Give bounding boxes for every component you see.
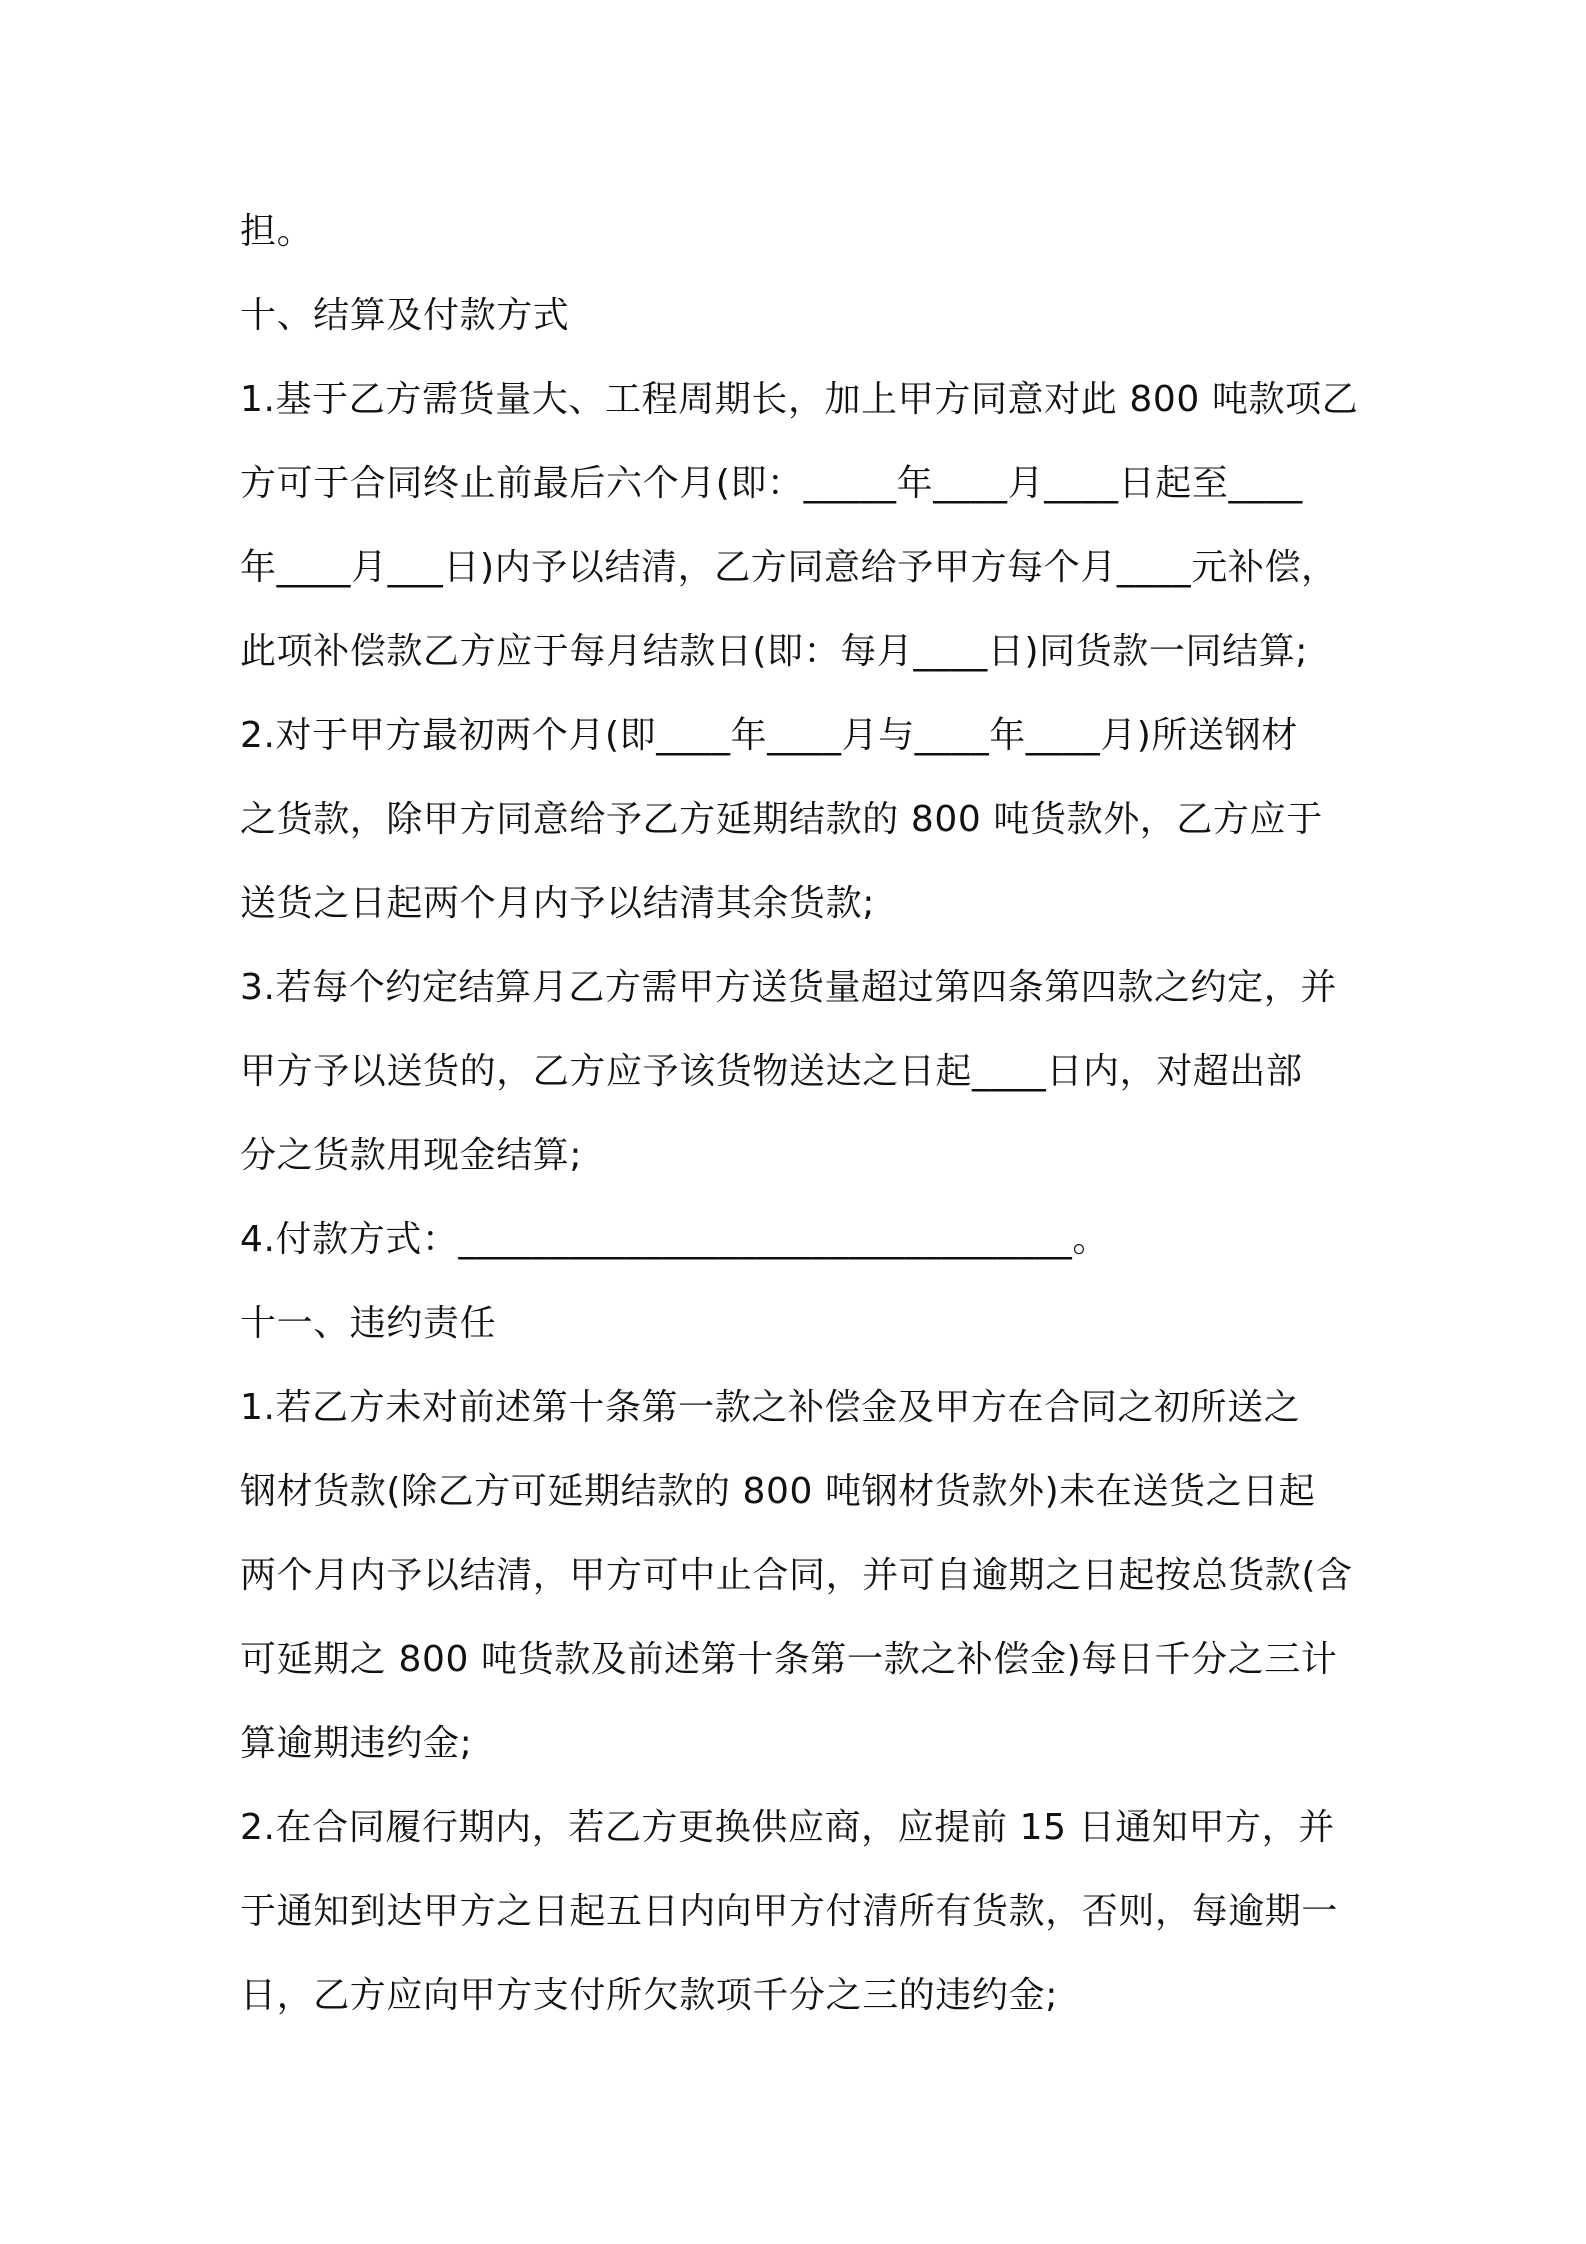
text-line-22: 日，乙方应向甲方支付所欠款项千分之三的违约金; — [240, 1975, 1058, 2016]
text-line-19: 算逾期违约金; — [240, 1723, 473, 1764]
text-line-3: 1.基于乙方需货量大、工程周期长，加上甲方同意对此 800 吨款项乙 — [240, 379, 1359, 420]
text-line-13: 4.付款方式：_________________________________。 — [240, 1219, 1109, 1260]
text-line-1: 担。 — [240, 211, 314, 252]
document-page — [240, 190, 1360, 2038]
text-line-10: 3.若每个约定结算月乙方需甲方送货量超过第四条第四款之约定，并 — [240, 967, 1337, 1008]
section-heading-10: 十、结算及付款方式 — [240, 295, 570, 336]
text-line-17: 两个月内予以结清，甲方可中止合同，并可自逾期之日起按总货款(含 — [240, 1555, 1353, 1596]
section-heading-11: 十一、违约责任 — [240, 1303, 497, 1344]
text-line-18: 可延期之 800 吨货款及前述第十条第一款之补偿金)每日千分之三计 — [240, 1639, 1338, 1680]
text-line-21: 于通知到达甲方之日起五日内向甲方付清所有货款，否则，每逾期一 — [240, 1891, 1339, 1932]
text-line-7: 2.对于甲方最初两个月(即____年____月与____年____月)所送钢材 — [240, 715, 1298, 756]
text-line-5: 年____月___日)内予以结清，乙方同意给予甲方每个月____元补偿， — [240, 547, 1338, 588]
text-line-9: 送货之日起两个月内予以结清其余货款; — [240, 883, 875, 924]
text-line-16: 钢材货款(除乙方可延期结款的 800 吨钢材货款外)未在送货之日起 — [240, 1471, 1316, 1512]
text-line-12: 分之货款用现金结算; — [240, 1135, 583, 1176]
text-line-8: 之货款，除甲方同意给予乙方延期结款的 800 吨货款外，乙方应于 — [240, 799, 1323, 840]
text-line-15: 1.若乙方未对前述第十条第一款之补偿金及甲方在合同之初所送之 — [240, 1387, 1301, 1428]
text-line-4: 方可于合同终止前最后六个月(即：_____年____月____日起至____ — [240, 463, 1303, 504]
text-line-20: 2.在合同履行期内，若乙方更换供应商，应提前 15 日通知甲方，并 — [240, 1807, 1335, 1848]
text-line-11: 甲方予以送货的，乙方应予该货物送达之日起____日内，对超出部 — [240, 1051, 1303, 1092]
text-line-6: 此项补偿款乙方应于每月结款日(即：每月____日)同货款一同结算; — [240, 631, 1309, 672]
